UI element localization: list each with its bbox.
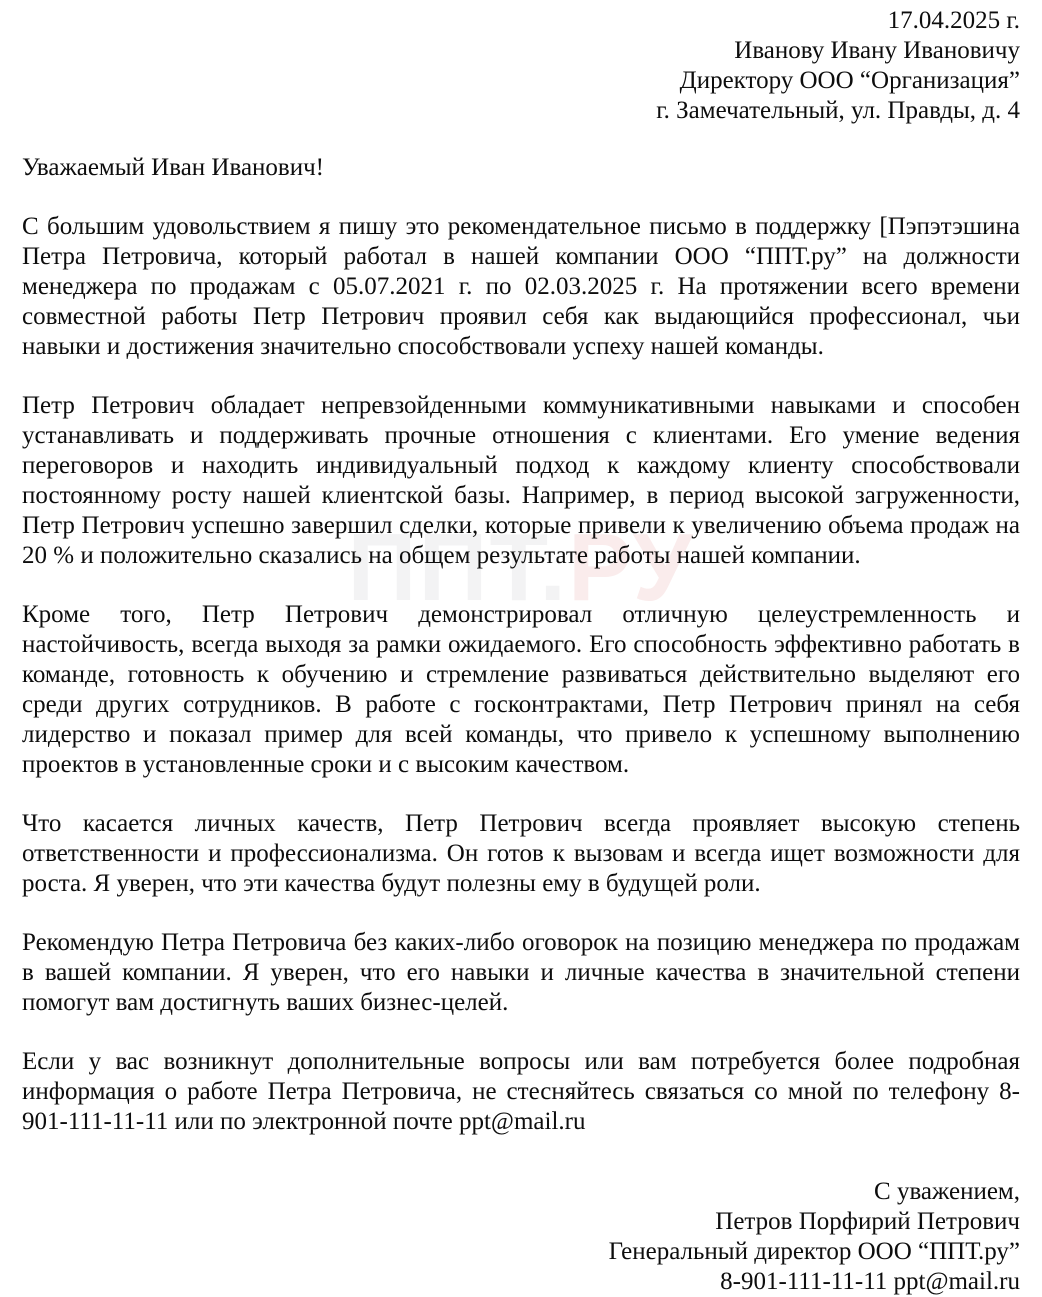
recipient-name: Иванову Ивану Ивановичу	[734, 37, 1020, 64]
letter-date: 17.04.2025 г.	[887, 7, 1020, 34]
signature-block	[22, 1177, 1020, 1297]
greeting-line: Уважаемый Иван Иванович!	[22, 154, 325, 181]
paragraph-4: Что касается личных качеств, Петр Петрович всегда проявляет высокую степень ответственности и профессионализма. Он готов к вызовам и всегда ищет возможности для роста. Я уверен, что эти качества будут полезны ему в будущей роли.	[22, 810, 1020, 897]
paragraph-2: Петр Петрович обладает непревзойденными коммуникативными навыками и способен устанавливать и поддерживать прочные отношения с клиентами. Его умение ведения переговоров и находить индивидуальный подход к каждому клиенту способствовали постоянному росту нашей клиентской базы. Например, в период высокой загруженности, Петр Петрович успешно завершил сделки, которые привели к увеличению объема продаж на 20 % и положительно сказались на общем результате работы нашей компании.	[22, 392, 1020, 569]
recipient-address: г. Замечательный, ул. Правды, д. 4	[656, 97, 1020, 124]
signature-position: Генеральный директор ООО “ППТ.ру”	[608, 1238, 1020, 1265]
watermark-text-part2: РУ	[568, 514, 695, 621]
letter-header	[22, 0, 1020, 126]
recipient-title: Директору ООО “Организация”	[679, 67, 1020, 94]
signature-name: Петров Порфирий Петрович	[715, 1208, 1020, 1235]
watermark-text-part1: ППТ.	[347, 514, 568, 621]
signature-contacts: 8-901-111-11-11 ppt@mail.ru	[720, 1268, 1020, 1295]
paragraph-5: Рекомендую Петра Петровича без каких-либо оговорок на позицию менеджера по продажам в вашей компании. Я уверен, что его навыки и личные качества в значительной степени помогут вам достигнуть ваших бизнес-целей.	[22, 929, 1020, 1016]
paragraph-6: Если у вас возникнут дополнительные вопросы или вам потребуется более подробная информация о работе Петра Петровича, не стесняйтесь связаться со мной по телефону 8-901-111-11-11 или по электронной почте ppt@mail.ru	[22, 1048, 1020, 1135]
paragraph-3: Кроме того, Петр Петрович демонстрировал отличную целеустремленность и настойчивость, всегда выходя за рамки ожидаемого. Его способность эффективно работать в команде, готовность к обучению и стремление развиваться действительно выделяют его среди других сотрудников. В работе с госконтрактами, Петр Петрович принял на себя лидерство и показал пример для всей команды, что привело к успешному выполнению проектов в установленные сроки и с высоким качеством.	[22, 601, 1020, 778]
paragraph-1: С большим удовольствием я пишу это рекомендательное письмо в поддержку [Пэпэтэшина Петра Петровича, который работал в нашей компании ООО “ППТ.ру” на должности менеджера по продажам с 05.07.2021 г. по 02.03.2025 г. На протяжении всего времени совместной работы Петр Петрович проявил себя как выдающийся профессионал, чьи навыки и достижения значительно способствовали успеху нашей команды.	[22, 213, 1020, 360]
signature-closing: С уважением,	[874, 1178, 1020, 1205]
